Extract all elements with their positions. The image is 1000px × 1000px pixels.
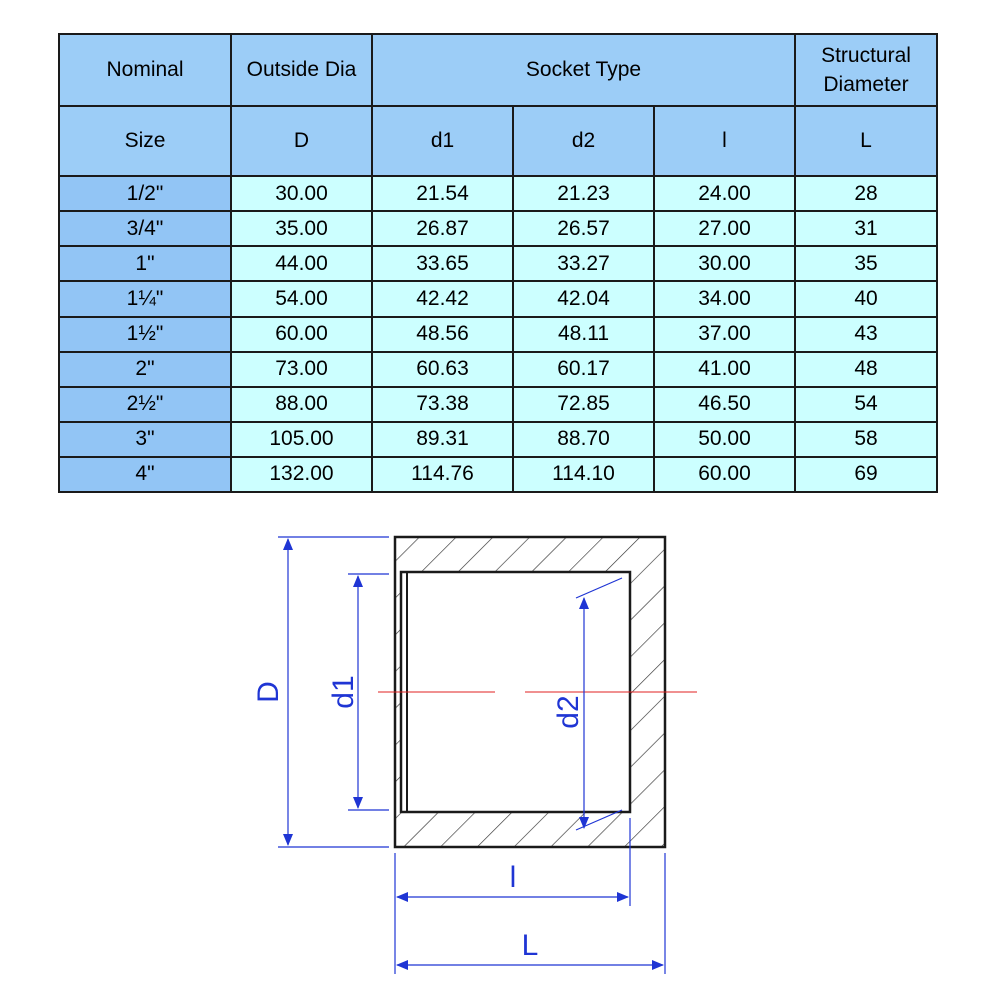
cell-size: 1/2": [59, 176, 231, 211]
cell-structural-L: 35: [795, 246, 937, 281]
cell-outside-dia-D: 44.00: [231, 246, 372, 281]
cell-size: 2": [59, 352, 231, 387]
header-D: D: [231, 106, 372, 176]
header-socket-type: Socket Type: [372, 34, 795, 106]
label-d2: d2: [552, 695, 585, 729]
cell-outside-dia-D: 30.00: [231, 176, 372, 211]
cell-outside-dia-D: 73.00: [231, 352, 372, 387]
header-row-2: [59, 106, 937, 176]
table-row: [59, 211, 937, 246]
table-row: [59, 422, 937, 457]
header-L: L: [795, 106, 937, 176]
cell-socket-l: 34.00: [654, 281, 795, 316]
table-row: [59, 352, 937, 387]
header-structural-diameter: [795, 34, 937, 106]
cell-socket-d1: 21.54: [372, 176, 513, 211]
cell-structural-L: 40: [795, 281, 937, 316]
cell-socket-d1: 33.65: [372, 246, 513, 281]
cell-structural-L: 28: [795, 176, 937, 211]
header-d2: d2: [513, 106, 654, 176]
header-l: l: [654, 106, 795, 176]
cell-socket-l: 24.00: [654, 176, 795, 211]
cell-socket-d2: 48.11: [513, 317, 654, 352]
dimension-table: [58, 33, 938, 493]
header-nominal: Nominal: [59, 34, 231, 106]
cell-socket-l: 41.00: [654, 352, 795, 387]
cell-socket-l: 37.00: [654, 317, 795, 352]
label-d1: d1: [327, 675, 360, 709]
table-row: [59, 281, 937, 316]
header-outside-dia: Outside Dia: [231, 34, 372, 106]
socket-cross-section-drawing: [0, 500, 1000, 1000]
cell-structural-L: 31: [795, 211, 937, 246]
cell-socket-d1: 26.87: [372, 211, 513, 246]
cell-structural-L: 58: [795, 422, 937, 457]
cell-size: 2½": [59, 387, 231, 422]
cell-size: 4": [59, 457, 231, 492]
cell-socket-d2: 72.85: [513, 387, 654, 422]
cell-socket-d1: 60.63: [372, 352, 513, 387]
cell-socket-d2: 60.17: [513, 352, 654, 387]
cell-socket-d2: 26.57: [513, 211, 654, 246]
header-d1: d1: [372, 106, 513, 176]
cell-outside-dia-D: 35.00: [231, 211, 372, 246]
cell-size: 1": [59, 246, 231, 281]
cell-socket-l: 30.00: [654, 246, 795, 281]
label-L: L: [521, 929, 539, 962]
header-row-1: [59, 34, 937, 106]
cell-outside-dia-D: 60.00: [231, 317, 372, 352]
cell-structural-L: 69: [795, 457, 937, 492]
cell-structural-L: 43: [795, 317, 937, 352]
cell-size: 3": [59, 422, 231, 457]
cell-socket-l: 46.50: [654, 387, 795, 422]
cell-socket-d1: 89.31: [372, 422, 513, 457]
cell-socket-d1: 114.76: [372, 457, 513, 492]
cell-size: 1¼": [59, 281, 231, 316]
cell-socket-d2: 33.27: [513, 246, 654, 281]
cell-size: 1½": [59, 317, 231, 352]
cell-socket-d2: 114.10: [513, 457, 654, 492]
cell-outside-dia-D: 105.00: [231, 422, 372, 457]
cell-structural-L: 48: [795, 352, 937, 387]
label-D: D: [252, 681, 285, 703]
cell-structural-L: 54: [795, 387, 937, 422]
table-row: [59, 317, 937, 352]
cell-socket-d1: 48.56: [372, 317, 513, 352]
cell-outside-dia-D: 88.00: [231, 387, 372, 422]
table-row: [59, 387, 937, 422]
cell-socket-d2: 42.04: [513, 281, 654, 316]
cell-outside-dia-D: 132.00: [231, 457, 372, 492]
cell-size: 3/4": [59, 211, 231, 246]
table-row: [59, 176, 937, 211]
cell-socket-d1: 73.38: [372, 387, 513, 422]
cell-socket-d2: 88.70: [513, 422, 654, 457]
cell-socket-l: 60.00: [654, 457, 795, 492]
cell-socket-d1: 42.42: [372, 281, 513, 316]
header-structural-line1: Structural: [821, 44, 911, 68]
cell-socket-d2: 21.23: [513, 176, 654, 211]
cell-socket-l: 27.00: [654, 211, 795, 246]
cell-socket-l: 50.00: [654, 422, 795, 457]
header-size: Size: [59, 106, 231, 176]
header-structural-line2: Diameter: [823, 73, 909, 97]
cell-outside-dia-D: 54.00: [231, 281, 372, 316]
label-l: l: [509, 861, 517, 894]
table-row: [59, 457, 937, 492]
table-row: [59, 246, 937, 281]
